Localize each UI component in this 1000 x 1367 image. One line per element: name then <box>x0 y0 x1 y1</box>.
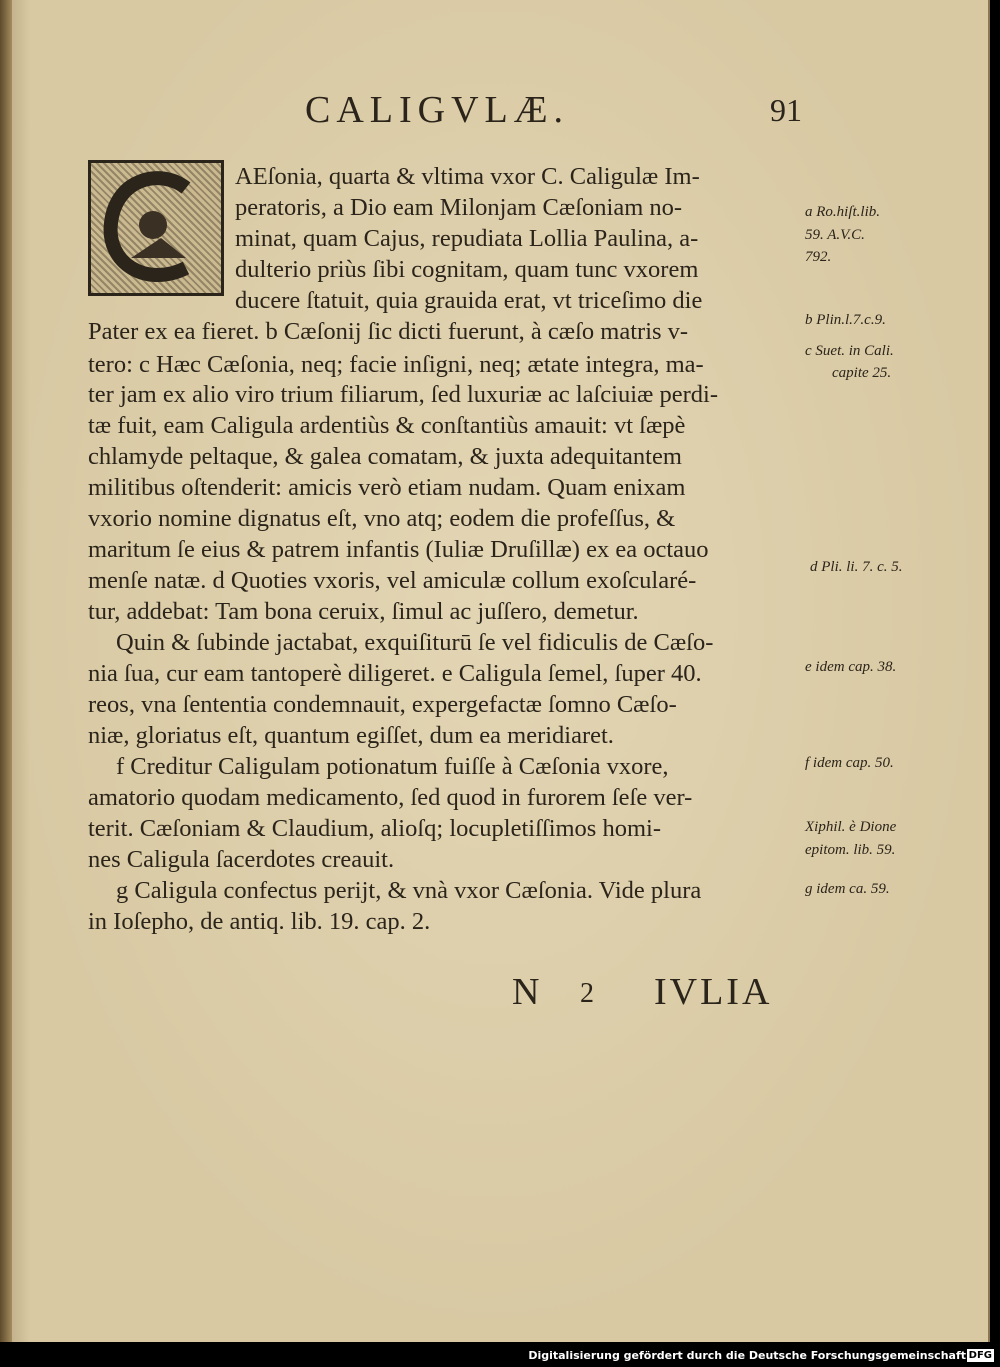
text-line: peratoris, a Dio eam Milonjam Cæſoniam no- <box>235 194 683 221</box>
text-line: minat, quam Cajus, repudiata Lollia Paulina, a- <box>235 225 699 252</box>
margin-note: b Plin.l.7.c.9. <box>805 312 886 328</box>
text-line: ducere ſtatuit, quia grauida erat, vt triceſimo die <box>235 287 703 314</box>
margin-note: d Pli. li. 7. c. 5. <box>810 559 903 575</box>
margin-note: f idem cap. 50. <box>805 755 894 771</box>
margin-note: g idem ca. 59. <box>805 881 890 897</box>
margin-note: Xiphil. è Dione <box>805 819 897 835</box>
text-line: vxorio nomine dignatus eſt, vno atq; eodem die profeſſus, & <box>88 505 676 532</box>
dfg-logo-icon: DFG <box>968 1350 992 1361</box>
text-line: maritum ſe eius & patrem infantis (Iuliæ Druſillæ) ex ea octauo <box>88 536 709 563</box>
text-line: Pater ex ea fieret. b Cæſonij ſic dicti fuerunt, à cæſo matris v- <box>88 318 689 345</box>
page-number: 91 <box>770 92 802 128</box>
text-line: nia ſua, cur eam tantoperè diligeret. e Caligula ſemel, ſuper 40. <box>88 660 702 687</box>
margin-note: 59. A.V.C. <box>805 227 865 243</box>
text-line: chlamyde peltaque, & galea comatam, & juxta adequitantem <box>88 443 682 470</box>
margin-note: epitom. lib. 59. <box>805 842 896 858</box>
signature-mark: N <box>512 971 543 1013</box>
text-line: tæ fuit, eam Caligula ardentiùs & conſtantiùs amauit: vt ſæpè <box>88 412 686 439</box>
text-line: AEſonia, quarta & vltima vxor C. Caligulæ Im- <box>235 163 700 190</box>
text-line: reos, vna ſententia condemnauit, expergefactæ ſomno Cæſo- <box>88 691 677 718</box>
text-line: dulterio priùs ſibi cognitam, quam tunc vxorem <box>235 256 699 283</box>
text-line: f Creditur Caligulam potionatum fuiſſe à Cæſonia vxore, <box>116 753 669 780</box>
text-line: ter jam ex alio viro trium filiarum, ſed luxuriæ ac laſciuiæ perdi- <box>88 381 719 408</box>
text-line: tero: c Hæc Cæſonia, neq; facie inſigni, neq; ætate integra, ma- <box>88 351 704 378</box>
text-line: menſe natæ. d Quoties vxoris, vel amiculæ collum exoſcularé- <box>88 567 697 594</box>
text-line: Quin & ſubinde jactabat, exquiſiturū ſe vel fidiculis de Cæſo- <box>116 629 714 656</box>
text-line: militibus oſtenderit: amicis verò etiam nudam. Quam enixam <box>88 474 686 501</box>
text-line: tur, addebat: Tam bona ceruix, ſimul ac juſſero, demetur. <box>88 598 639 625</box>
catchword: IVLIA <box>654 971 773 1013</box>
text-line: in Ioſepho, de antiq. lib. 19. cap. 2. <box>88 908 431 935</box>
text-line: amatorio quodam medicamento, ſed quod in furorem ſeſe ver- <box>88 784 693 811</box>
margin-note: e idem cap. 38. <box>805 659 897 675</box>
margin-note: capite 25. <box>832 365 892 381</box>
text-line: nes Caligula ſacerdotes creauit. <box>88 846 395 873</box>
text-line: g Caligula confectus perijt, & vnà vxor Cæſonia. Vide plura <box>116 877 702 904</box>
text-line: niæ, gloriatus eſt, quantum egiſſet, dum ea meridiaret. <box>88 722 614 749</box>
signature-number: 2 <box>580 978 597 1009</box>
text-line: terit. Cæſoniam & Claudium, alioſq; locupletiſſimos homi- <box>88 815 661 842</box>
margin-note: c Suet. in Cali. <box>805 343 894 359</box>
funding-credit: Digitalisierung gefördert durch die Deutsche Forschungsgemeinschaft <box>528 1349 966 1362</box>
margin-note: 792. <box>805 249 832 265</box>
margin-note: a Ro.hiſt.lib. <box>805 204 880 220</box>
running-head-title: CALIGVLÆ. <box>305 89 570 131</box>
